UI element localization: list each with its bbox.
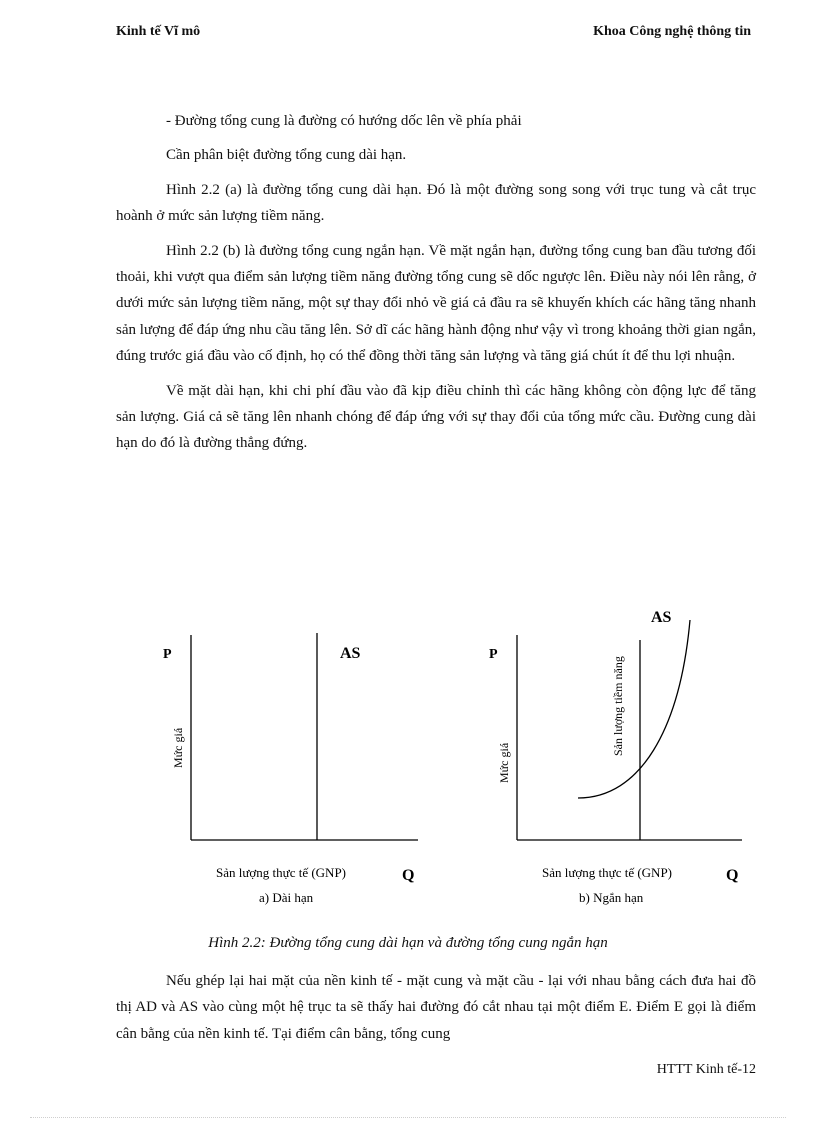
- left-p-label: P: [163, 647, 172, 662]
- paragraph-5: Về mặt dài hạn, khi chi phí đầu vào đã kịp điều chỉnh thì các hãng không còn động lực để tăng sản lượng. Giá cả sẽ tăng lên nhanh chóng để đáp ứng với sự thay đổi của tổng mức cầu. Đường cung dài hạn do đó là đường thẳng đứng.: [116, 382, 756, 452]
- page-footer: HTTT Kinh tế-12: [656, 1062, 756, 1077]
- right-sub-caption: b) Ngắn hạn: [579, 890, 644, 905]
- figure-2-2: [0, 600, 816, 920]
- paragraph-1: - Đường tổng cung là đường có hướng dốc lên về phía phải: [166, 113, 522, 129]
- left-as-label: AS: [340, 645, 361, 662]
- paragraph-after-figure: Nếu ghép lại hai mặt của nền kinh tế - mặt cung và mặt cầu - lại với nhau bằng cách đưa hai đồ thị AD và AS vào cùng một hệ trục ta sẽ thấy hai đường đó cắt nhau tại một điểm E. Điểm E gọi là điểm cân bằng của nền kinh tế. Tại điểm cân bằng, tổng cung: [116, 973, 756, 1042]
- right-x-label: Sản lượng thực tế (GNP): [542, 865, 673, 880]
- short-run-as-curve: [578, 620, 690, 798]
- left-x-label: Sản lượng thực tế (GNP): [216, 865, 347, 880]
- paragraph-3: Hình 2.2 (a) là đường tổng cung dài hạn. Đó là một đường song song với trục tung và cắt trục hoành ở mức sản lượng tiềm năng.: [116, 181, 756, 225]
- page-bottom-divider: [30, 1117, 786, 1118]
- body-text: [116, 108, 756, 465]
- left-sub-caption: a) Dài hạn: [259, 890, 314, 905]
- left-y-label: Mức giá: [171, 727, 185, 768]
- header-right: Khoa Công nghệ thông tin: [593, 24, 751, 39]
- potential-output-label: Sản lượng tiềm năng: [611, 656, 625, 756]
- right-q-label: Q: [726, 867, 739, 884]
- figure-caption: Hình 2.2: Đường tổng cung dài hạn và đường tổng cung ngắn hạn: [208, 935, 608, 951]
- right-p-label: P: [489, 647, 498, 662]
- paragraph-4: Hình 2.2 (b) là đường tổng cung ngắn hạn. Về mặt ngắn hạn, đường tổng cung ban đầu tương đối thoải, khi vượt qua điểm sản lượng tiềm năng đường tổng cung sẽ dốc ngược lên. Điều này nói lên rằng, ở dưới mức sản lượng tiềm năng, một sự thay đổi nhỏ về giá cả đầu ra sẽ khuyến khích các hãng tăng nhanh sản lượng để đáp ứng nhu cầu tăng lên. Sở dĩ các hãng hành động như vậy vì trong khoảng thời gian ngắn, đúng trước giá đầu vào cố định, họ có thể đồng thời tăng sản lượng và tăng giá chút ít để thu lợi nhuận.: [116, 242, 756, 365]
- left-q-label: Q: [402, 867, 415, 884]
- right-y-label: Mức giá: [497, 742, 511, 783]
- header-left: Kinh tế Vĩ mô: [116, 24, 201, 39]
- panel-short-run: [489, 609, 742, 905]
- right-as-label: AS: [651, 609, 672, 626]
- paragraph-2: Cần phân biệt đường tổng cung dài hạn.: [166, 147, 407, 164]
- panel-long-run: [163, 633, 418, 905]
